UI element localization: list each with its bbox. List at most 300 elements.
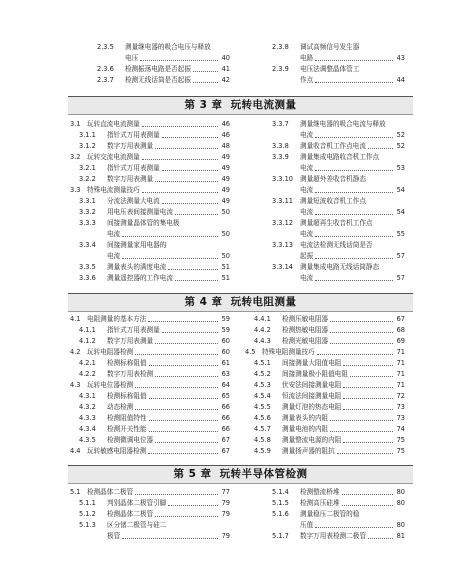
- toc-entry-title: 数字万用表测量: [107, 337, 154, 345]
- toc-entry-number: 3.3: [70, 186, 81, 194]
- toc-entry[interactable]: [245, 358, 405, 369]
- toc-entry-number: [79, 531, 107, 542]
- toc-entry-title: 检测高压硅堆: [300, 499, 340, 507]
- toc-leader-dots: [193, 82, 218, 83]
- toc-page-number: 71: [396, 381, 405, 389]
- toc-entry[interactable]: [70, 446, 230, 457]
- toc-leader-dots: [368, 148, 393, 149]
- toc-entry[interactable]: [88, 64, 230, 75]
- toc-entry-number: 2.3.8: [272, 43, 289, 51]
- toc-entry[interactable]: [70, 240, 230, 251]
- toc-page-number: 48: [221, 142, 230, 150]
- toc-leader-dots: [330, 321, 393, 322]
- toc-entry[interactable]: [263, 119, 405, 130]
- toc-entry[interactable]: [70, 402, 230, 413]
- toc-page-number: 69: [396, 337, 405, 345]
- toc-entry[interactable]: [88, 42, 230, 53]
- toc-entry-title: 电流: [300, 164, 314, 172]
- toc-leader-dots: [337, 453, 393, 454]
- toc-entry[interactable]: [70, 424, 230, 435]
- toc-entry-number: 4.3.4: [79, 425, 96, 433]
- toc-entry-number: 3.1.2: [79, 142, 96, 150]
- toc-page-number: 43: [396, 54, 405, 62]
- toc-page-number: 57: [396, 252, 405, 260]
- toc-page-number: 71: [396, 348, 405, 356]
- toc-leader-dots: [142, 126, 218, 127]
- toc-entry[interactable]: [70, 509, 230, 520]
- toc-page-number: 52: [396, 131, 405, 139]
- toc-entry-number: [272, 163, 300, 174]
- chapter-title: [68, 294, 413, 311]
- toc-entry-title: 测量集成电路收音机工作点: [300, 153, 380, 161]
- toc-entry-number: 2.3.7: [97, 76, 114, 84]
- toc-leader-dots: [140, 60, 218, 61]
- toc-leader-dots: [368, 538, 393, 539]
- toc-entry-number: 4.2.1: [79, 359, 96, 367]
- toc-leader-dots: [315, 137, 393, 138]
- toc-entry-number: 3.3.1: [79, 197, 96, 205]
- toc-entry-title: 检测热敏电阻器: [282, 326, 329, 334]
- toc-page-number: 67: [221, 447, 230, 455]
- toc-page-number: 44: [396, 76, 405, 84]
- toc-leader-dots: [135, 409, 218, 410]
- toc-entry-title: 检测无线话筒是否起振: [125, 76, 191, 84]
- toc-entry-title: 作点: [300, 76, 314, 84]
- toc-entry-number: [79, 251, 107, 262]
- toc-entry-title: 特殊电流测量技巧: [87, 186, 140, 194]
- toc-entry-title: 间接测量晶体管的集电极: [107, 219, 180, 227]
- toc-entry[interactable]: [263, 229, 405, 240]
- toc-entry-title: 测量表头的满度电流: [107, 263, 167, 271]
- toc-entry-title: 测量稳压二极管的稳: [300, 510, 360, 518]
- toc-leader-dots: [149, 431, 218, 432]
- toc-entry[interactable]: [245, 435, 405, 446]
- toc-entry[interactable]: [263, 498, 405, 509]
- toc-leader-dots: [122, 538, 218, 539]
- toc-entry[interactable]: [70, 130, 230, 141]
- toc-entry[interactable]: [88, 75, 230, 86]
- toc-leader-dots: [155, 148, 218, 149]
- toc-entry-number: [272, 251, 300, 262]
- toc-entry[interactable]: [88, 53, 230, 64]
- toc-entry[interactable]: [70, 369, 230, 380]
- toc-leader-dots: [315, 236, 393, 237]
- chapter-title: [68, 466, 413, 483]
- toc-entry[interactable]: [263, 531, 405, 542]
- toc-page-number: 55: [396, 230, 405, 238]
- toc-entry-title: 判别晶体二极管引脚: [107, 499, 167, 507]
- toc-page-number: 50: [221, 208, 230, 216]
- toc-entry-number: 4.1.2: [79, 337, 96, 345]
- toc-page-number: 71: [396, 359, 405, 367]
- toc-entry[interactable]: [263, 196, 405, 207]
- toc-leader-dots: [315, 258, 393, 259]
- toc-entry-number: 4.3.3: [79, 414, 96, 422]
- toc-entry[interactable]: [70, 229, 230, 240]
- toc-entry-title: 电阻测量的基本方法: [87, 315, 147, 323]
- toc-entry-title: 特殊电阻测量技巧: [262, 348, 315, 356]
- toc-entry-title: 检测微调电位器: [107, 436, 154, 444]
- toc-entry-title: 起振: [300, 252, 314, 260]
- toc-leader-dots: [343, 442, 393, 443]
- toc-leader-dots: [162, 203, 218, 204]
- toc-leader-dots: [315, 527, 393, 528]
- toc-entry-title: 数字万用表测量: [107, 175, 154, 183]
- toc-entry-title: 电路: [300, 54, 314, 62]
- toc-column-right: [263, 119, 405, 284]
- toc-entry-number: 4.3.5: [79, 436, 96, 444]
- toc-entry[interactable]: [263, 42, 405, 53]
- toc-entry-title: 检测晶体二极管: [87, 488, 134, 496]
- toc-entry[interactable]: [70, 314, 230, 325]
- toc-leader-dots: [342, 494, 393, 495]
- toc-entry[interactable]: [70, 196, 230, 207]
- toc-entry-number: 4.5: [245, 348, 256, 356]
- toc-entry[interactable]: [263, 487, 405, 498]
- toc-entry[interactable]: [70, 152, 230, 163]
- toc-entry-number: 5.1.2: [79, 510, 96, 518]
- toc-leader-dots: [142, 192, 218, 193]
- toc-entry-number: 2.3.6: [97, 65, 114, 73]
- toc-entry-title: 间接测量极小阻值电阻: [282, 370, 348, 378]
- toc-entry-title: 数字万用表检测: [107, 370, 154, 378]
- toc-entry-number: [272, 75, 300, 86]
- toc-entry[interactable]: [70, 435, 230, 446]
- toc-entry[interactable]: [245, 402, 405, 413]
- toc-page-number: 50: [221, 252, 230, 260]
- toc-entry[interactable]: [70, 380, 230, 391]
- toc-column-right: [245, 314, 405, 457]
- toc-entry[interactable]: [245, 391, 405, 402]
- toc-entry[interactable]: [70, 391, 230, 402]
- toc-page-number: 49: [221, 186, 230, 194]
- toc-page-number: 46: [221, 120, 230, 128]
- toc-entry[interactable]: [263, 207, 405, 218]
- toc-entry[interactable]: [70, 520, 230, 531]
- toc-entry[interactable]: [70, 218, 230, 229]
- toc-entry-title: 玩转电阻器检测: [87, 348, 134, 356]
- toc-entry[interactable]: [263, 53, 405, 64]
- toc-page-number: 80: [396, 521, 405, 529]
- toc-column-right: [263, 42, 405, 86]
- toc-leader-dots: [343, 398, 393, 399]
- toc-leader-dots: [330, 431, 393, 432]
- toc-leader-dots: [330, 343, 393, 344]
- toc-entry[interactable]: [263, 64, 405, 75]
- toc-entry-number: 4.1: [70, 315, 81, 323]
- toc-entry[interactable]: [70, 413, 230, 424]
- toc-entry-title: 间接测量家用电器的: [107, 241, 167, 249]
- toc-page-number: 72: [396, 392, 405, 400]
- toc-entry-number: 5.1.4: [272, 488, 289, 496]
- toc-leader-dots: [155, 516, 218, 517]
- toc-entry[interactable]: [263, 218, 405, 229]
- toc-entry-number: [97, 53, 125, 64]
- toc-entry-title: 间接测量大阻值电阻: [282, 359, 342, 367]
- toc-entry-number: 3.3.14: [272, 263, 293, 271]
- chapter-number: 第 4 章: [184, 296, 223, 308]
- toc-page-number: 75: [396, 447, 405, 455]
- toc-entry[interactable]: [70, 487, 230, 498]
- toc-entry-title: 玩转交流电流测量: [87, 153, 140, 161]
- toc-entry-title: 数字万用表测量: [107, 142, 154, 150]
- toc-entry-number: 4.1.1: [79, 326, 96, 334]
- toc-page-number: 73: [396, 403, 405, 411]
- toc-entry-number: 3.3.3: [79, 219, 96, 227]
- toc-column-left: [88, 42, 230, 86]
- toc-entry[interactable]: [263, 520, 405, 531]
- toc-entry-title: 电流: [107, 252, 121, 260]
- toc-entry[interactable]: [70, 273, 230, 284]
- toc-leader-dots: [162, 170, 218, 171]
- toc-entry[interactable]: [263, 262, 405, 273]
- toc-page-number: 68: [396, 326, 405, 334]
- toc-column-right: [263, 487, 405, 542]
- toc-entry[interactable]: [263, 185, 405, 196]
- toc-entry-number: 2.3.5: [97, 43, 114, 51]
- toc-page-number: 65: [221, 392, 230, 400]
- toc-entry-number: 4.5.5: [254, 403, 271, 411]
- toc-page-number: 51: [221, 263, 230, 271]
- toc-entry-number: 3.3.5: [79, 263, 96, 271]
- toc-entry[interactable]: [245, 446, 405, 457]
- toc-leader-dots: [168, 505, 218, 506]
- toc-entry-number: [272, 53, 300, 64]
- toc-entry[interactable]: [70, 119, 230, 130]
- toc-page-number: 66: [221, 403, 230, 411]
- toc-leader-dots: [148, 453, 218, 454]
- toc-leader-dots: [330, 332, 393, 333]
- chapter-heading-bar: [68, 96, 413, 115]
- toc-entry-number: 3.3.4: [79, 241, 96, 249]
- toc-page-number: 49: [221, 164, 230, 172]
- toc-entry[interactable]: [263, 75, 405, 86]
- toc-leader-dots: [149, 365, 218, 366]
- toc-leader-dots: [315, 214, 393, 215]
- toc-entry-number: [79, 229, 107, 240]
- toc-entry[interactable]: [245, 325, 405, 336]
- toc-leader-dots: [168, 269, 218, 270]
- toc-page-number: 67: [396, 315, 405, 323]
- toc-entry[interactable]: [70, 185, 230, 196]
- toc-entry-number: 5.1.6: [272, 510, 289, 518]
- toc-leader-dots: [315, 192, 393, 193]
- toc-leader-dots: [135, 494, 218, 495]
- toc-leader-dots: [122, 258, 218, 259]
- toc-entry-title: 测量超再生收音机工作点: [300, 219, 373, 227]
- toc-entry[interactable]: [70, 262, 230, 273]
- toc-leader-dots: [317, 354, 393, 355]
- toc-entry-number: 3.3.7: [272, 120, 289, 128]
- chapter-name: 玩转半导体管检测: [219, 468, 308, 480]
- toc-column-left: [70, 119, 230, 284]
- toc-entry-number: 5.1.7: [272, 532, 289, 540]
- toc-leader-dots: [343, 409, 393, 410]
- toc-entry[interactable]: [70, 498, 230, 509]
- toc-entry[interactable]: [245, 380, 405, 391]
- toc-page-number: 64: [221, 381, 230, 389]
- toc-entry-title: 测量遥控器的工作电流: [107, 274, 173, 282]
- toc-entry-number: 3.1: [70, 120, 81, 128]
- toc-page-number: 61: [221, 359, 230, 367]
- toc-entry-number: 4.4.3: [254, 337, 271, 345]
- toc-entry-number: 4.5.2: [254, 370, 271, 378]
- chapter-heading-bar: [68, 293, 413, 312]
- toc-entry-title: 电流法检测无线话筒是否: [300, 241, 373, 249]
- toc-leader-dots: [135, 387, 218, 388]
- toc-entry-title: 指针式万用表测量: [107, 164, 160, 172]
- toc-entry[interactable]: [70, 358, 230, 369]
- toc-entry-number: 3.3.2: [79, 208, 96, 216]
- toc-entry-number: 4.4: [70, 447, 81, 455]
- toc-entry-title: 测量收音机工作点电流: [300, 142, 366, 150]
- toc-entry[interactable]: [245, 424, 405, 435]
- toc-page-number: 54: [396, 208, 405, 216]
- toc-entry-title: 测量灯泡的热态电阻: [282, 403, 342, 411]
- toc-entry-number: [272, 229, 300, 240]
- toc-entry-number: 3.1.1: [79, 131, 96, 139]
- toc-entry-title: 测量继电器的吸合电流与释放: [300, 120, 386, 128]
- toc-entry[interactable]: [70, 251, 230, 262]
- toc-entry-number: 4.5.8: [254, 436, 271, 444]
- toc-entry[interactable]: [245, 347, 405, 358]
- toc-entry-number: 5.1.5: [272, 499, 289, 507]
- toc-page-number: 79: [221, 499, 230, 507]
- toc-entry[interactable]: [245, 336, 405, 347]
- toc-entry[interactable]: [263, 509, 405, 520]
- toc-leader-dots: [342, 505, 393, 506]
- toc-leader-dots: [142, 159, 218, 160]
- toc-entry-number: 3.2.2: [79, 175, 96, 183]
- chapter-number: 第 5 章: [173, 468, 212, 480]
- toc-page-number: 54: [396, 186, 405, 194]
- toc-entry[interactable]: [70, 531, 230, 542]
- toc-entry[interactable]: [263, 240, 405, 251]
- toc-entry-title: 压值: [300, 521, 314, 529]
- toc-leader-dots: [330, 420, 393, 421]
- toc-entry-title: 电压法调整晶体管工: [300, 65, 360, 73]
- toc-leader-dots: [155, 181, 218, 182]
- toc-page-number: 77: [221, 488, 230, 496]
- toc-entry[interactable]: [70, 163, 230, 174]
- toc-entry-number: 4.3.1: [79, 392, 96, 400]
- toc-page-number: 50: [221, 230, 230, 238]
- toc-entry-number: 3.2: [70, 153, 81, 161]
- toc-entry[interactable]: [70, 174, 230, 185]
- toc-entry-number: [272, 130, 300, 141]
- chapter-name: 玩转电阻测量: [230, 296, 297, 308]
- toc-entry-number: 4.3: [70, 381, 81, 389]
- toc-page-number: 79: [221, 510, 230, 518]
- toc-entry-title: 电流: [300, 230, 314, 238]
- toc-entry-title: 测量电池的内阻: [282, 425, 329, 433]
- toc-entry-title: 测量扬声器的阻抗: [282, 447, 335, 455]
- toc-entry-title: 玩转敏感电阻器检测: [87, 447, 147, 455]
- toc-entry-number: [272, 273, 300, 284]
- toc-page-number: 57: [396, 274, 405, 282]
- toc-entry[interactable]: [245, 413, 405, 424]
- toc-entry[interactable]: [245, 369, 405, 380]
- toc-entry[interactable]: [245, 314, 405, 325]
- toc-leader-dots: [122, 236, 218, 237]
- toc-entry-title: 电流: [300, 208, 314, 216]
- toc-entry-number: 3.2.1: [79, 164, 96, 172]
- toc-page-number: 66: [221, 414, 230, 422]
- toc-leader-dots: [350, 376, 393, 377]
- toc-leader-dots: [315, 60, 393, 61]
- toc-entry-number: 3.3.6: [79, 274, 96, 282]
- toc-leader-dots: [149, 398, 218, 399]
- toc-entry-title: 检测阻值特性: [107, 414, 147, 422]
- toc-entry-number: 4.5.1: [254, 359, 271, 367]
- toc-entry-title: 指针式万用表测量: [107, 131, 160, 139]
- toc-entry-title: 电流: [107, 230, 121, 238]
- toc-leader-dots: [155, 442, 218, 443]
- toc-page-number: 52: [396, 142, 405, 150]
- toc-entry-number: 3.3.12: [272, 219, 293, 227]
- toc-entry-title: 分流法测量大电流: [107, 197, 160, 205]
- toc-entry[interactable]: [263, 130, 405, 141]
- toc-column-left: [70, 314, 230, 457]
- toc-entry-number: 4.4.2: [254, 326, 271, 334]
- toc-entry-number: 5.1.1: [79, 499, 96, 507]
- toc-leader-dots: [149, 420, 218, 421]
- toc-page-number: 60: [221, 337, 230, 345]
- toc-page-number: 53: [396, 164, 405, 172]
- toc-leader-dots: [162, 332, 218, 333]
- toc-entry[interactable]: [263, 152, 405, 163]
- toc-entry-title: 伏安法间接测量电阻: [282, 381, 342, 389]
- toc-entry-number: 4.5.9: [254, 447, 271, 455]
- toc-entry-number: [272, 207, 300, 218]
- toc-entry[interactable]: [263, 251, 405, 262]
- toc-entry-title: 测量整流电源的内阻: [282, 436, 342, 444]
- chapter-heading-bar: [68, 465, 413, 484]
- toc-entry-title: 电流: [300, 186, 314, 194]
- toc-entry-title: 检测标称阻值: [107, 359, 147, 367]
- toc-leader-dots: [155, 376, 218, 377]
- toc-entry[interactable]: [263, 273, 405, 284]
- toc-entry[interactable]: [70, 207, 230, 218]
- toc-entry-title: 检测振荡电路是否起振: [125, 65, 191, 73]
- toc-entry[interactable]: [263, 163, 405, 174]
- toc-entry-number: 3.3.9: [272, 153, 289, 161]
- toc-entry[interactable]: [70, 141, 230, 152]
- toc-entry-number: 5.1: [70, 488, 81, 496]
- chapter-number: 第 3 章: [184, 99, 223, 111]
- toc-page-number: 71: [396, 370, 405, 378]
- toc-entry-number: 2.3.9: [272, 65, 289, 73]
- toc-entry-title: 用电压表间接测量电流: [107, 208, 173, 216]
- toc-entry[interactable]: [263, 174, 405, 185]
- toc-entry-title: 检测压敏电阻器: [282, 315, 329, 323]
- toc-entry[interactable]: [70, 347, 230, 358]
- toc-entry-title: 测量表头的内阻: [282, 414, 329, 422]
- toc-entry-title: 电流: [300, 274, 314, 282]
- toc-entry[interactable]: [70, 325, 230, 336]
- chapter-title: [68, 97, 413, 114]
- toc-page-number: 49: [221, 197, 230, 205]
- toc-page-number: 80: [396, 499, 405, 507]
- toc-entry[interactable]: [263, 141, 405, 152]
- toc-entry-title: 测量超外差收音机静态: [300, 175, 366, 183]
- toc-entry-number: 4.2.2: [79, 370, 96, 378]
- toc-entry-number: 4.5.4: [254, 392, 271, 400]
- toc-entry-number: 3.3.13: [272, 241, 293, 249]
- toc-entry-title: 玩转直流电流测量: [87, 120, 140, 128]
- toc-entry[interactable]: [70, 336, 230, 347]
- toc-page-number: 59: [221, 315, 230, 323]
